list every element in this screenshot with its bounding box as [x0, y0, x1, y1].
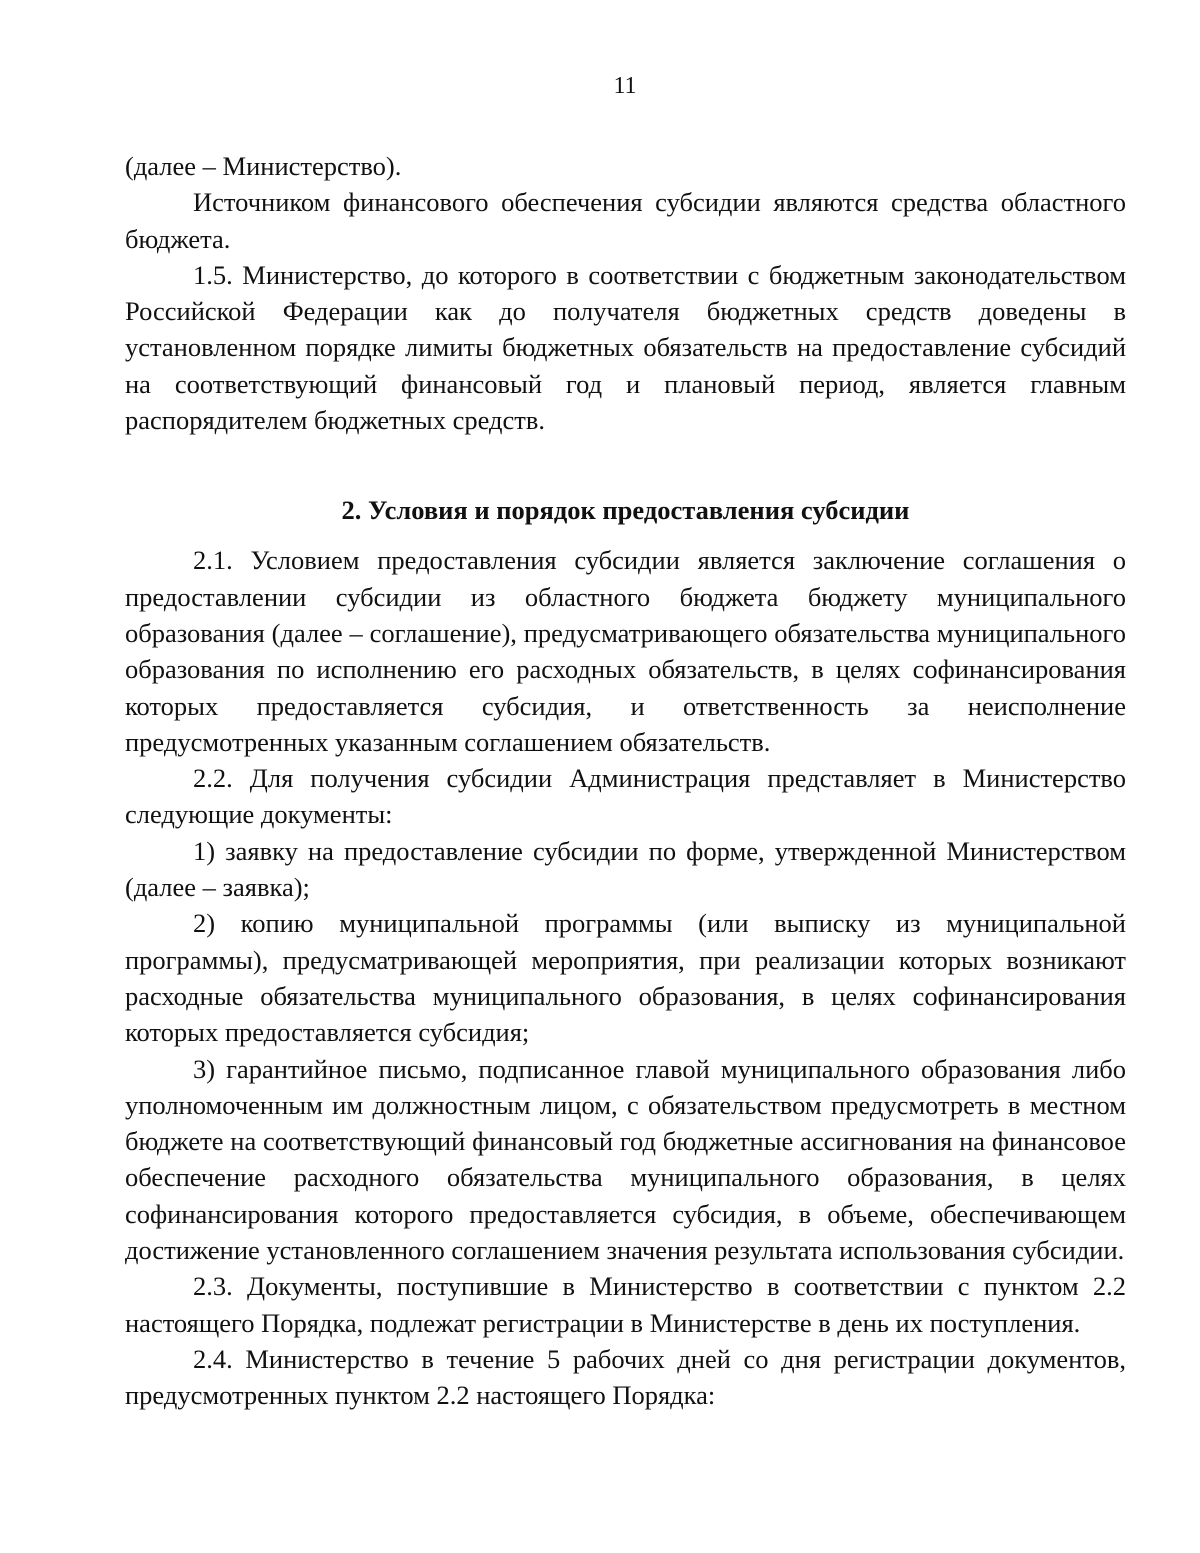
intro-paragraph-funding-source: Источником финансового обеспечения субсидии являются средства областного бюджета.: [125, 187, 1126, 254]
clause-2-4: 2.4. Министерство в течение 5 рабочих дней со дня регистрации документов, предусмотренных пунктом 2.2 настоящего Порядка:: [125, 1343, 1126, 1411]
intro-paragraph-continuation: (далее – Министерство).: [125, 151, 402, 181]
clause-2-2: 2.2. Для получения субсидии Администрация представляет в Министерство следующие документы:: [125, 763, 1126, 830]
clause-2-2-item-3: 3) гарантийное письмо, подписанное главой муниципального образования либо уполномоченным им должностным лицом, с обязательством предусмотреть в местном бюджете на соответствующий финансовый год бюджетные ассигнования на финансовое обеспечение расходного обязательства муниципального образования, в целях софинансирования которого предоставляется субсидия, в объеме, обеспечивающем достижение установленного соглашением значения результата использования субсидии.: [125, 1053, 1126, 1266]
document-body: [125, 148, 1126, 1414]
clause-2-3: 2.3. Документы, поступившие в Министерство в соответствии с пунктом 2.2 настоящего Порядка, подлежат регистрации в Министерстве в день их поступления.: [125, 1271, 1126, 1338]
clause-2-2-item-1: 1) заявку на предоставление субсидии по форме, утвержденной Министерством (далее – заявка);: [125, 835, 1126, 903]
clause-2-2-item-2: 2) копию муниципальной программы (или выписку из муниципальной программы), предусматривающей мероприятия, при реализации которых возникают расходные обязательства муниципального образования, в целях софинансирования которых предоставляется субсидия;: [125, 908, 1126, 1048]
page-number: 11: [613, 73, 637, 99]
clause-2-1: 2.1. Условием предоставления субсидии является заключение соглашения о предоставлении субсидии из областного бюджета бюджету муниципального образования (далее – соглашение), предусматривающего обязательства муниципального образования по исполнению его расходных обязательств, в целях софинансирования которых предоставляется субсидия, и ответственность за неисполнение предусмотренных указанным соглашением обязательств.: [125, 545, 1126, 757]
clause-1-5: 1.5. Министерство, до которого в соответствии с бюджетным законодательством Российской Федерации как до получателя бюджетных средств доведены в установленном порядке лимиты бюджетных обязательств на предоставление субсидий на соответствующий финансовый год и плановый период, является главным распорядителем бюджетных средств.: [125, 259, 1126, 436]
section-2-heading: 2. Условия и порядок предоставления субсидии: [341, 495, 910, 526]
